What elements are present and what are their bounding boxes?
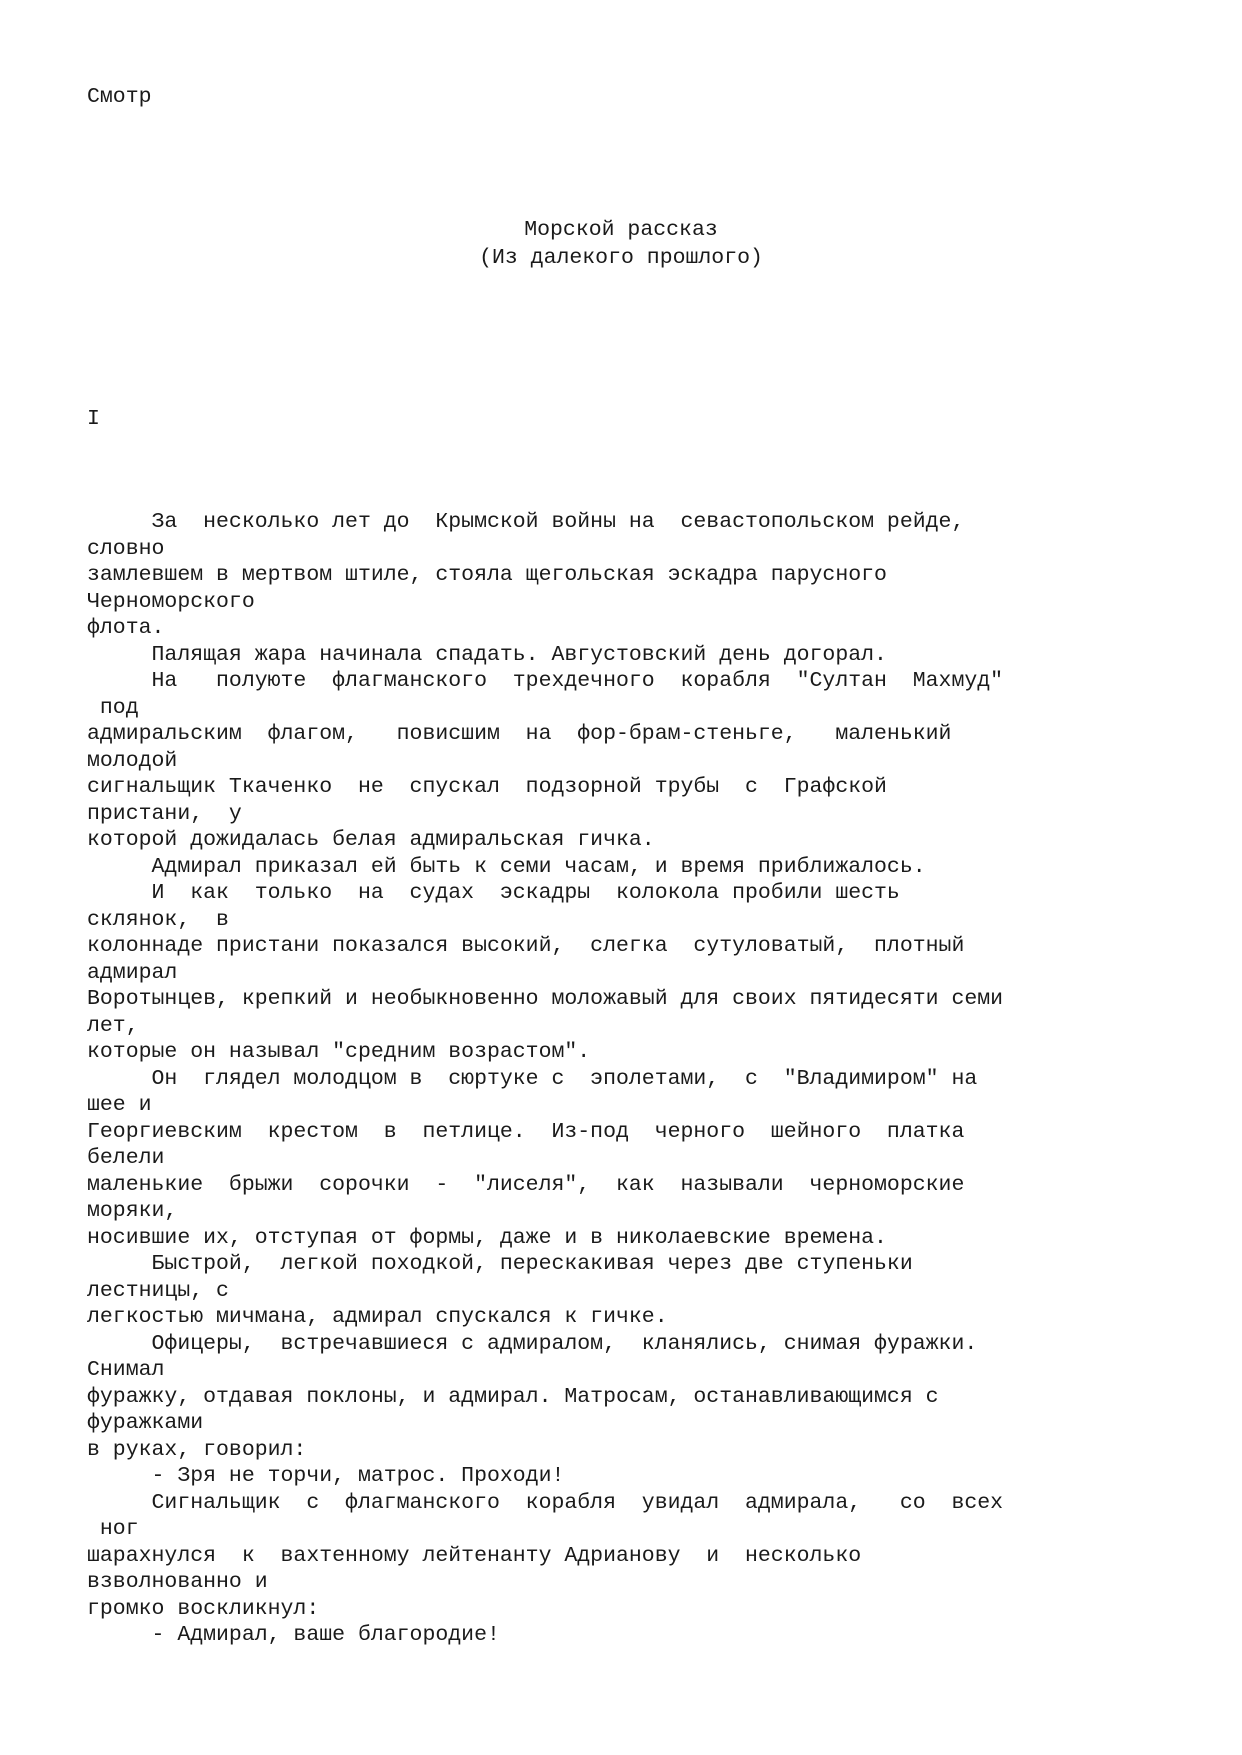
text-line: шее и <box>87 1093 152 1117</box>
text-line: Сигнальщик с флагманского корабля увидал адмирала, со всех <box>87 1490 1004 1515</box>
text-line: За несколько лет до Крымской войны на севастопольском рейде, <box>87 510 965 534</box>
text-line: - Адмирал, ваше благородие! <box>87 1623 500 1647</box>
text-line: замлевшем в мертвом штиле, стояла щегольская эскадра парусного <box>87 563 887 587</box>
text-line: Он глядел молодцом в сюртуке с эполетами, с "Владимиром" на <box>87 1066 978 1091</box>
text-line: под <box>87 695 139 720</box>
text-line: Адмирал приказал ей быть к семи часам, и время приближалось. <box>87 854 926 879</box>
text-line: Офицеры, встречавшиеся с адмиралом, кланялись, снимая фуражки. <box>87 1331 978 1356</box>
text-line: носившие их, отступая от формы, даже и в николаевские времена. <box>87 1225 887 1250</box>
text-line: сигнальщик Ткаченко не спускал подзорной трубы с Графской <box>87 775 887 799</box>
chapter-number: I <box>87 407 100 431</box>
text-line: маленькие брыжи сорочки - "лиселя", как называли черноморские <box>87 1172 965 1197</box>
text-line: колоннаде пристани показался высокий, слегка сутуловатый, плотный <box>87 934 965 958</box>
story-subtitle: (Из далекого прошлого) <box>479 246 763 270</box>
text-line: моряки, <box>87 1199 178 1223</box>
text-line: лет, <box>87 1013 139 1038</box>
text-line: Снимал <box>87 1358 165 1382</box>
text-line: Воротынцев, крепкий и необыкновенно моложавый для своих пятидесяти семи <box>87 987 1004 1011</box>
text-line: склянок, в <box>87 907 229 932</box>
text-line: лестницы, с <box>87 1278 229 1303</box>
text-line: фуражками <box>87 1411 204 1435</box>
text-line: флота. <box>87 616 165 640</box>
story-title: Морской рассказ <box>524 218 718 242</box>
text-line: Черноморского <box>87 589 255 614</box>
text-line: На полуюте флагманского трехдечного корабля "Султан Махмуд" <box>87 669 1004 693</box>
text-line: словно <box>87 536 165 561</box>
text-line: Георгиевским крестом в петлице. Из-под черного шейного платка <box>87 1119 965 1144</box>
text-line: адмирал <box>87 960 178 985</box>
text-line: в руках, говорил: <box>87 1437 307 1462</box>
text-line: легкостью мичмана, адмирал спускался к гичке. <box>87 1305 668 1329</box>
text-line: И как только на судах эскадры колокола пробили шесть <box>87 881 900 905</box>
text-line: Палящая жара начинала спадать. Августовский день догорал. <box>87 642 887 667</box>
text-line: взволнованно и <box>87 1570 268 1594</box>
text-line: адмиральским флагом, повисшим на фор-брам-стеньге, маленький <box>87 722 952 746</box>
text-line: фуражку, отдавая поклоны, и адмирал. Матросам, останавливающимся с <box>87 1384 939 1409</box>
document-header: Смотр <box>87 85 152 109</box>
title-block <box>0 216 1242 272</box>
text-line: пристани, у <box>87 801 242 826</box>
text-line: которые он называл "средним возрастом". <box>87 1040 591 1064</box>
text-line: ног <box>87 1517 139 1541</box>
text-line: громко воскликнул: <box>87 1596 320 1621</box>
body-text <box>87 509 1187 1649</box>
text-line: - Зря не торчи, матрос. Проходи! <box>87 1464 565 1488</box>
text-line: молодой <box>87 748 178 773</box>
text-line: которой дожидалась белая адмиральская гичка. <box>87 828 655 852</box>
text-line: белели <box>87 1146 165 1170</box>
text-line: Быстрой, легкой походкой, перескакивая через две ступеньки <box>87 1252 913 1276</box>
text-line: шарахнулся к вахтенному лейтенанту Адрианову и несколько <box>87 1543 862 1568</box>
